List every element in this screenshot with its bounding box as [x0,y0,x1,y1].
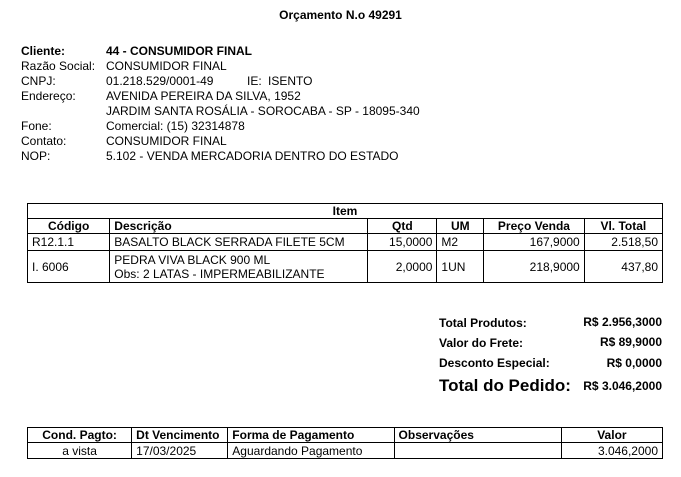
ie-value: ISENTO [268,74,313,88]
cell-dt-vencimento: 17/03/2025 [132,443,228,459]
cell-um: 1UN [437,251,484,283]
contato-value: CONSUMIDOR FINAL [106,134,227,148]
endereco-line1: AVENIDA PEREIRA DA SILVA, 1952 [106,89,301,103]
total-pedido-value: R$ 3.046,2000 [583,379,662,393]
cell-qtd: 15,0000 [368,234,437,251]
cell-forma-pagamento: Aguardando Pagamento [228,443,394,459]
document-title: Orçamento N.o 49291 [279,8,402,22]
col-header-forma-pagamento: Forma de Pagamento [228,428,394,443]
col-header-vl-total: Vl. Total [584,219,662,234]
endereco-label: Endereço: [21,89,76,103]
cell-codigo: R12.1.1 [28,234,110,251]
total-pedido-label: Total do Pedido: [439,376,571,395]
cell-descricao-multiline [110,251,368,283]
cell-valor: 3.046,2000 [561,443,662,459]
table-row [28,251,663,283]
ie-label: IE: [247,74,262,88]
table-row [28,443,663,459]
table-row [28,234,663,251]
cell-preco: 167,9000 [484,234,585,251]
cell-codigo: I. 6006 [28,251,110,283]
col-header-observacoes: Observações [394,428,561,443]
col-header-preco-venda: Preço Venda [484,219,585,234]
cell-total: 2.518,50 [584,234,662,251]
items-table [27,203,663,283]
col-header-cond-pagto: Cond. Pagto: [28,428,132,443]
cell-cond-pagto: a vista [28,443,132,459]
cell-um: M2 [437,234,484,251]
col-header-codigo: Código [28,219,110,234]
endereco-line2: JARDIM SANTA ROSÁLIA - SOROCABA - SP - 18095-340 [106,104,420,118]
cell-descricao: PEDRA VIVA BLACK 900 ML [114,252,271,267]
fone-label: Fone: [21,119,52,133]
col-header-um: UM [437,219,484,234]
col-header-valor: Valor [561,428,662,443]
razao-social-value: CONSUMIDOR FINAL [106,59,227,73]
desconto-especial-label: Desconto Especial: [439,356,550,370]
items-table-caption: Item [28,204,663,219]
cell-preco: 218,9000 [484,251,585,283]
cliente-value: 44 - CONSUMIDOR FINAL [106,44,253,58]
cell-qtd: 2,0000 [368,251,437,283]
cell-observacoes [394,443,561,459]
razao-social-label: Razão Social: [21,59,96,73]
cnpj-label: CNPJ: [21,74,56,88]
cell-obs: Obs: 2 LATAS - IMPERMEABILIZANTE [114,266,325,281]
total-produtos-value: R$ 2.956,3000 [583,315,662,329]
cnpj-value: 01.218.529/0001-49 [106,74,214,88]
valor-frete-label: Valor do Frete: [439,336,524,350]
nop-value: 5.102 - VENDA MERCADORIA DENTRO DO ESTADO [106,149,399,163]
cliente-label: Cliente: [21,44,66,58]
fone-value: Comercial: (15) 32314878 [106,119,245,133]
cell-descricao: BASALTO BLACK SERRADA FILETE 5CM [110,234,368,251]
contato-label: Contato: [21,134,67,148]
valor-frete-value: R$ 89,9000 [599,335,662,349]
col-header-dt-vencimento: Dt Vencimento [132,428,228,443]
col-header-qtd: Qtd [368,219,437,234]
col-header-descricao: Descrição [110,219,368,234]
payment-table [27,427,663,459]
nop-label: NOP: [21,149,51,163]
desconto-especial-value: R$ 0,0000 [606,356,662,370]
cell-total: 437,80 [584,251,662,283]
total-produtos-label: Total Produtos: [439,316,527,330]
